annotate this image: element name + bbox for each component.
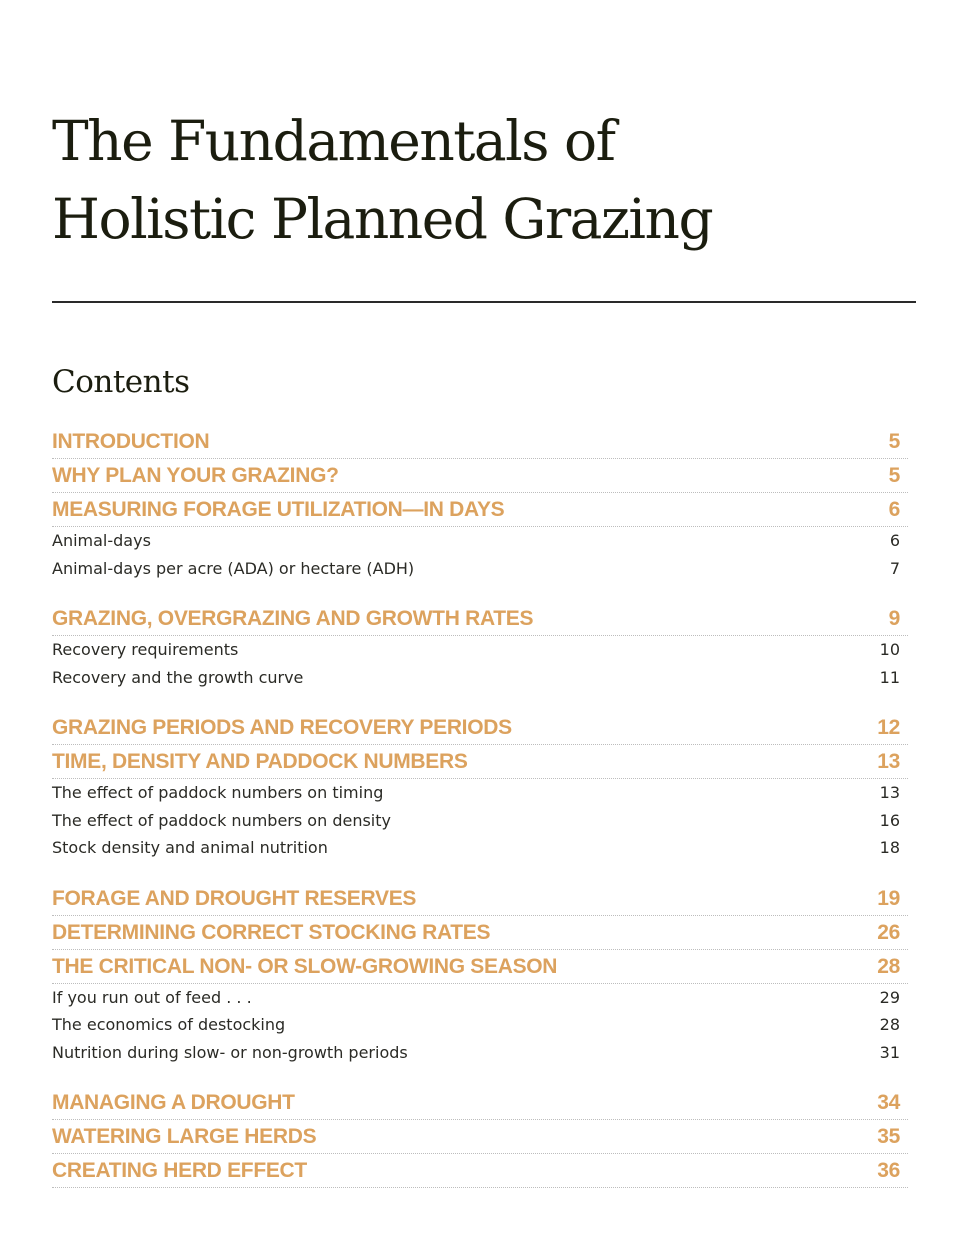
toc-chapter-entry[interactable]: [52, 1086, 908, 1120]
toc-page-number: 13: [877, 750, 900, 773]
section-spacer: [52, 582, 908, 602]
toc-entry-title: If you run out of feed . . .: [52, 987, 252, 1007]
toc-subsection-entry[interactable]: [52, 664, 908, 692]
toc-entry-title: MEASURING FORAGE UTILIZATION—IN DAYS: [52, 498, 505, 521]
toc-subsection-entry[interactable]: [52, 555, 908, 583]
toc-page-number: 13: [879, 783, 900, 802]
toc-page-number: 35: [877, 1125, 900, 1148]
toc-chapter-entry[interactable]: [52, 882, 908, 916]
toc-page-number: 31: [879, 1042, 900, 1062]
toc-subsection-entry[interactable]: [52, 1011, 908, 1039]
toc-chapter-entry[interactable]: [52, 950, 908, 984]
toc-page-number: 28: [879, 1015, 900, 1034]
title-line-2: Holistic Planned Grazing: [52, 187, 713, 251]
toc-entry-title: Stock density and animal nutrition: [52, 838, 328, 857]
toc-page-number: 29: [879, 987, 900, 1007]
toc-page-number: 6: [889, 531, 900, 550]
toc-page-number: 9: [888, 607, 900, 630]
toc-entry-title: Recovery and the growth curve: [52, 667, 304, 687]
table-of-contents: [52, 425, 908, 1188]
toc-entry-title: Nutrition during slow- or non-growth periods: [52, 1042, 408, 1062]
toc-page-number: 36: [877, 1159, 900, 1182]
toc-entry-title: Animal-days: [52, 531, 151, 550]
toc-entry-title: FORAGE AND DROUGHT RESERVES: [52, 886, 417, 910]
toc-entry-title: THE CRITICAL NON- OR SLOW-GROWING SEASON: [52, 954, 558, 978]
toc-chapter-entry[interactable]: [52, 1120, 908, 1154]
toc-entry-title: DETERMINING CORRECT STOCKING RATES: [52, 920, 491, 944]
contents-heading: Contents: [52, 364, 190, 400]
toc-page-number: 26: [877, 920, 900, 944]
toc-entry-title: The economics of destocking: [52, 1015, 286, 1034]
toc-entry-title: GRAZING PERIODS AND RECOVERY PERIODS: [52, 716, 512, 739]
toc-subsection-entry[interactable]: [52, 636, 908, 664]
toc-page-number: 5: [888, 430, 900, 453]
toc-subsection-entry[interactable]: [52, 834, 908, 862]
toc-chapter-entry[interactable]: [52, 459, 908, 493]
toc-page-number: 5: [888, 464, 900, 487]
toc-entry-title: CREATING HERD EFFECT: [52, 1159, 307, 1182]
toc-entry-title: INTRODUCTION: [52, 430, 210, 453]
toc-page-number: 11: [879, 667, 900, 687]
toc-chapter-entry[interactable]: [52, 1154, 908, 1188]
toc-entry-title: TIME, DENSITY AND PADDOCK NUMBERS: [52, 750, 468, 773]
toc-chapter-entry[interactable]: [52, 745, 908, 779]
toc-entry-title: WATERING LARGE HERDS: [52, 1125, 317, 1148]
toc-page-number: 10: [879, 640, 900, 659]
toc-chapter-entry[interactable]: [52, 493, 908, 527]
toc-entry-title: MANAGING A DROUGHT: [52, 1091, 295, 1114]
toc-entry-title: The effect of paddock numbers on timing: [52, 783, 384, 802]
toc-entry-title: GRAZING, OVERGRAZING AND GROWTH RATES: [52, 607, 534, 630]
toc-page-number: 19: [877, 886, 900, 910]
toc-page-number: 18: [879, 838, 900, 857]
toc-page-number: 7: [889, 558, 900, 578]
section-spacer: [52, 862, 908, 882]
toc-chapter-entry[interactable]: [52, 711, 908, 745]
toc-subsection-entry[interactable]: [52, 1039, 908, 1067]
toc-entry-title: WHY PLAN YOUR GRAZING?: [52, 464, 339, 487]
toc-page-number: 16: [879, 810, 900, 830]
toc-chapter-entry[interactable]: [52, 425, 908, 459]
section-spacer: [52, 691, 908, 711]
toc-page-number: 28: [877, 954, 900, 978]
toc-chapter-entry[interactable]: [52, 602, 908, 636]
toc-subsection-entry[interactable]: [52, 779, 908, 807]
title-divider: [52, 301, 916, 303]
title-line-1: The Fundamentals of: [52, 109, 615, 173]
toc-subsection-entry[interactable]: [52, 807, 908, 835]
toc-entry-title: Recovery requirements: [52, 640, 239, 659]
document-title: [52, 102, 916, 258]
toc-subsection-entry[interactable]: [52, 984, 908, 1012]
toc-page-number: 34: [877, 1091, 900, 1114]
toc-entry-title: Animal-days per acre (ADA) or hectare (ADH): [52, 558, 415, 578]
toc-page-number: 12: [877, 716, 900, 739]
toc-page-number: 6: [888, 498, 900, 521]
toc-chapter-entry[interactable]: [52, 916, 908, 950]
section-spacer: [52, 1066, 908, 1086]
toc-entry-title: The effect of paddock numbers on density: [52, 810, 391, 830]
toc-subsection-entry[interactable]: [52, 527, 908, 555]
